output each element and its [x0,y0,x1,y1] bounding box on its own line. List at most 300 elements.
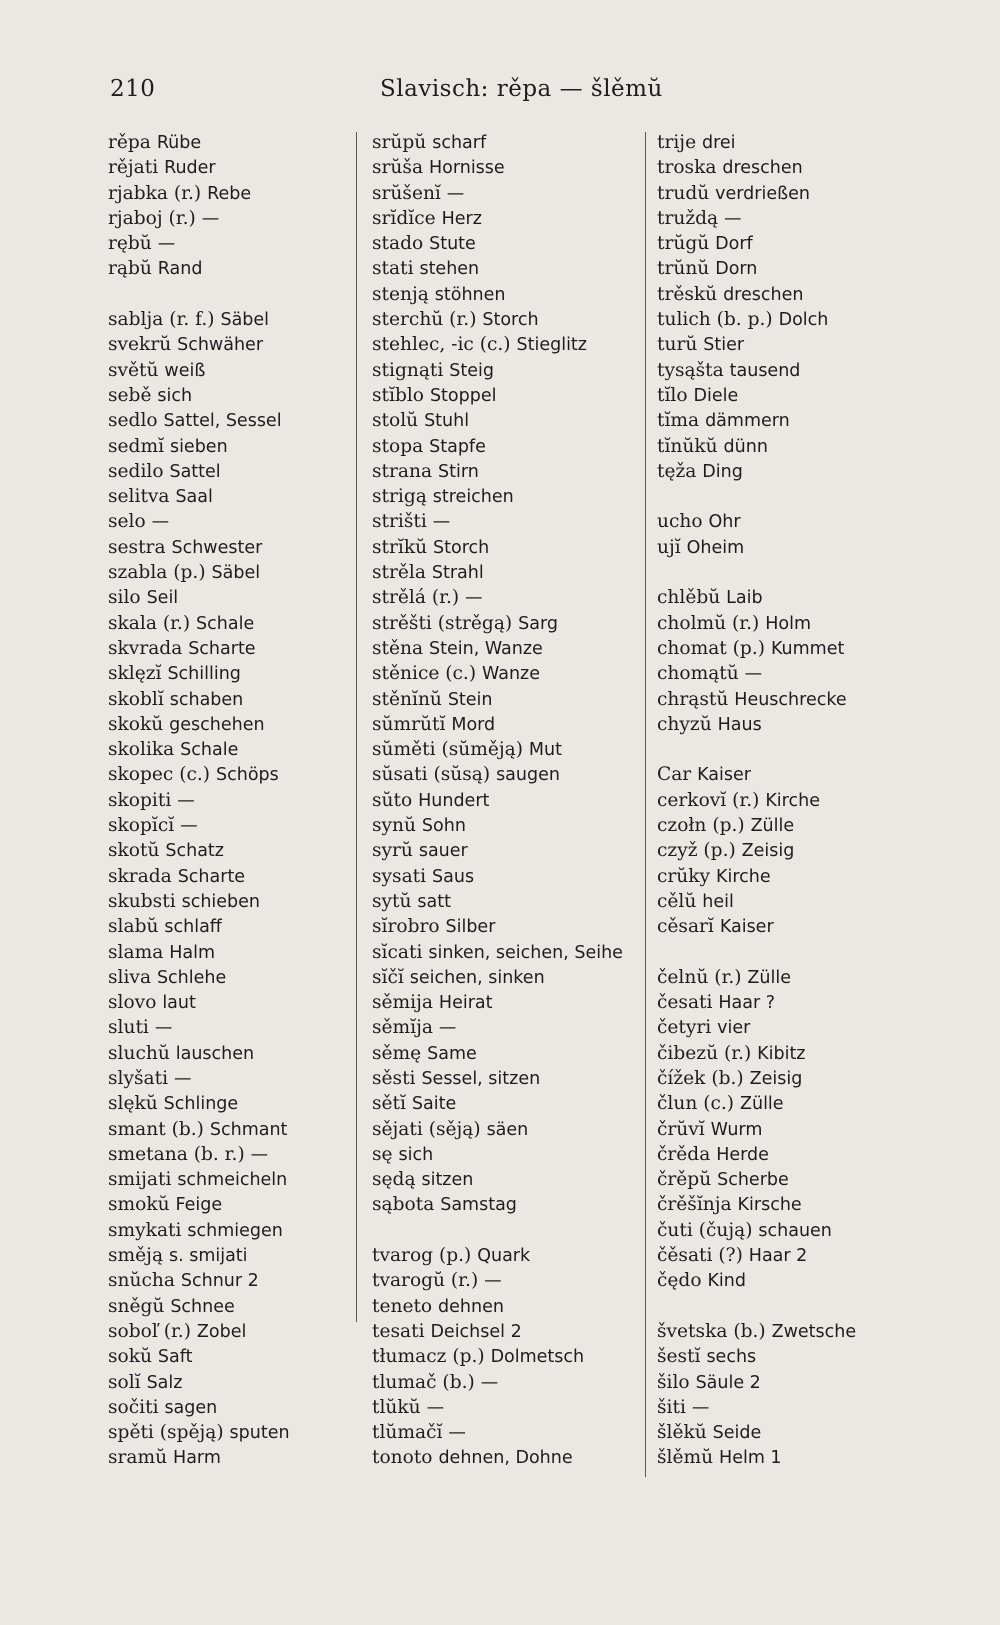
dictionary-entry [657,332,897,357]
german-gloss: — [173,1068,192,1089]
dictionary-entry [108,1142,348,1167]
dictionary-entry [657,1268,897,1293]
german-gloss: Halm [169,942,216,963]
german-gloss: sputen [229,1423,290,1444]
german-gloss: Stier [703,335,745,356]
german-gloss: Säule 2 [695,1372,761,1393]
headword: rjaboj (r.) [108,207,196,229]
dictionary-entry [108,1192,348,1217]
dictionary-entry [108,206,348,231]
dictionary-entry [657,1041,897,1066]
headword: sĭčĭ [372,966,404,988]
headword: sebě [108,384,152,406]
dictionary-entry [372,1370,642,1395]
german-gloss: Mord [451,714,496,735]
german-gloss: Deichsel 2 [430,1321,522,1342]
dictionary-entry [108,762,348,787]
dictionary-entry [372,535,642,560]
headword: čěsati (?) [657,1245,743,1267]
entry-spacer [657,737,897,762]
headword: chomat (p.) [657,637,766,659]
headword: tulich (b. p.) [657,309,773,331]
german-gloss: — [177,790,195,811]
dictionary-entry [657,1243,897,1268]
german-gloss: Storch [433,537,490,558]
dictionary-entry [372,560,642,585]
headword: sŭsati (sŭsą) [372,764,491,786]
headword: tysąšta [657,359,724,381]
dictionary-entry [657,1167,897,1192]
dictionary-entry [657,889,897,914]
headword: trŭgŭ [657,233,710,255]
german-gloss: — [448,1423,466,1444]
dictionary-entry [372,1117,642,1142]
headword: sěmija [372,992,433,1014]
dictionary-entry [372,358,642,383]
headword: sysati [372,865,427,887]
dictionary-entry [657,459,897,484]
german-gloss: Dolch [778,310,829,331]
german-gloss: — [157,234,176,255]
dictionary-entry [108,1117,348,1142]
headword: srĭdĭce [372,207,436,229]
german-gloss: dünn [723,436,768,457]
headword: turŭ [657,334,698,356]
dictionary-entry [372,1041,642,1066]
dictionary-entry [372,1243,642,1268]
dictionary-entry [657,155,897,180]
dictionary-entry [108,1243,348,1268]
german-gloss: weiß [164,360,206,381]
dictionary-entry [372,509,642,534]
dictionary-entry [657,408,897,433]
dictionary-entry [657,1445,897,1470]
headword: stehlec, -ic (c.) [372,334,511,356]
dictionary-entry [108,1015,348,1040]
german-gloss: geschehen [169,714,265,735]
headword: stati [372,258,414,280]
german-gloss: Stirn [437,461,479,482]
german-gloss: Zwetsche [771,1321,857,1342]
german-gloss: — [465,588,483,609]
dictionary-entry [372,813,642,838]
headword: tĭma [657,410,700,432]
dictionary-entry [657,661,897,686]
dictionary-entry [372,1344,642,1369]
headword: skopiti [108,789,172,811]
german-gloss: Scherbe [717,1170,789,1191]
german-gloss: Schöps [216,765,279,786]
headword: sĭrobro [372,916,440,938]
german-gloss: sich [398,1144,434,1165]
headword: chomątŭ [657,663,739,685]
german-gloss: Samstag [440,1195,517,1216]
dictionary-entry [372,256,642,281]
german-gloss: Dolmetsch [490,1347,585,1368]
headword: sŭměti (sŭměją) [372,739,523,761]
german-gloss: saugen [496,765,560,786]
dictionary-entry [657,990,897,1015]
entry-spacer [657,560,897,585]
german-gloss: Feige [175,1195,223,1216]
headword: stěnice (c.) [372,663,477,685]
dictionary-entry [657,1420,897,1445]
german-gloss: Zülle [739,1094,784,1115]
dictionary-entry [108,1344,348,1369]
headword: tĭlo [657,384,688,406]
dictionary-entry [108,383,348,408]
dictionary-entry [372,1268,642,1293]
column-divider-1 [356,132,357,1322]
headword: skubsti [108,890,176,912]
german-gloss: Rebe [207,183,252,204]
headword: smokŭ [108,1194,170,1216]
headword: sokŭ [108,1346,152,1368]
dictionary-entry [108,661,348,686]
headword: rjabka (r.) [108,182,202,204]
headword: ucho [657,511,703,533]
headword: stopa [372,435,424,457]
german-gloss: Schwester [171,537,263,558]
german-gloss: schmiegen [187,1220,283,1241]
headword: slovo [108,992,157,1014]
german-gloss: dreschen [722,158,803,179]
headword: tęža [657,460,697,482]
german-gloss: Dorn [715,259,758,280]
headword: trěskŭ [657,283,718,305]
dictionary-entry [108,813,348,838]
headword: sę [372,1143,393,1165]
headword: ujĭ [657,536,681,558]
headword: sklęzĭ [108,663,162,685]
dictionary-entry [108,1445,348,1470]
german-gloss: — [151,512,170,533]
german-gloss: Schnee [170,1296,235,1317]
headword: sedlo [108,410,158,432]
headword: sětĭ [372,1093,406,1115]
german-gloss: Same [427,1043,477,1064]
headword: slabŭ [108,916,159,938]
german-gloss: Mut [528,740,562,761]
german-gloss: streichen [432,487,514,508]
dictionary-entry [657,1015,897,1040]
headword: svekrŭ [108,334,172,356]
german-gloss: Stuhl [424,411,470,432]
german-gloss: Heuschrecke [734,689,847,710]
headword: smykati [108,1219,182,1241]
dictionary-entry [657,687,897,712]
german-gloss: Ruder [164,158,216,179]
dictionary-entry [657,282,897,307]
german-gloss: Seil [146,588,179,609]
headword: rějati [108,157,159,179]
dictionary-entry [108,509,348,534]
headword: sluti [108,1017,149,1039]
headword: sramŭ [108,1447,168,1469]
dictionary-entry [108,965,348,990]
dictionary-entry [657,1344,897,1369]
german-gloss: — [724,208,742,229]
german-gloss: Kirche [715,866,771,887]
dictionary-entry [657,535,897,560]
german-gloss: Sattel [169,461,221,482]
german-gloss: heil [702,891,734,912]
dictionary-column-1 [108,130,348,1471]
german-gloss: — [480,1372,499,1393]
headword: tĭnŭkŭ [657,435,718,457]
german-gloss: Harm [173,1448,221,1469]
german-gloss: schaben [169,689,244,710]
german-gloss: Säbel [220,310,270,331]
dictionary-entry [108,990,348,1015]
german-gloss: Hornisse [428,158,505,179]
dictionary-entry [657,1142,897,1167]
dictionary-entry [657,1192,897,1217]
headword: strěšti (strěgą) [372,612,513,634]
german-gloss: Zülle [747,967,791,988]
german-gloss: Wanze [482,664,540,685]
german-gloss: Sattel, Sessel [163,411,282,432]
dictionary-entry [372,459,642,484]
dictionary-entry [108,737,348,762]
german-gloss: scharf [432,133,487,153]
german-gloss: stehen [419,259,480,280]
dictionary-entry [657,1218,897,1243]
dictionary-entry [372,864,642,889]
german-gloss: Ding [702,461,743,482]
german-gloss: laut [162,993,196,1014]
german-gloss: Dorf [715,234,753,255]
german-gloss: Schilling [167,664,241,685]
dictionary-entry [657,712,897,737]
dictionary-entry [372,762,642,787]
german-gloss: Schnur 2 [180,1271,259,1292]
headword: selitva [108,486,170,508]
german-gloss: seichen, sinken [409,967,545,988]
dictionary-entry [372,1395,642,1420]
headword: črěda [657,1143,711,1165]
german-gloss: — [426,1397,445,1418]
column-divider-2 [645,132,646,1477]
headword: skopec (c.) [108,764,211,786]
german-gloss: Scharte [177,866,246,887]
german-gloss: Sarg [518,613,558,634]
dictionary-entry [657,181,897,206]
headword: trŭnŭ [657,258,710,280]
headword: cholmŭ (r.) [657,612,760,634]
dictionary-entry [657,1066,897,1091]
german-gloss: — [744,664,763,685]
headword: stado [372,233,424,255]
headword: směją [108,1245,164,1267]
dictionary-entry [108,687,348,712]
german-gloss: sauer [418,841,468,862]
dictionary-entry [372,307,642,332]
german-gloss: Schlehe [156,967,227,988]
headword: sestra [108,536,166,558]
dictionary-entry [657,1319,897,1344]
german-gloss: Helm 1 [719,1448,782,1469]
dictionary-entry [108,1268,348,1293]
dictionary-entry [372,737,642,762]
dictionary-entry [108,788,348,813]
headword: sterchŭ (r.) [372,309,477,331]
dictionary-entry [372,1167,642,1192]
dictionary-entry [108,256,348,281]
german-gloss: Schlinge [163,1094,239,1115]
dictionary-entry [372,1319,642,1344]
german-gloss: s. smijati [168,1246,248,1267]
headword: stěnĭnŭ [372,688,442,710]
german-gloss: Quark [477,1246,531,1267]
dictionary-entry [108,838,348,863]
dictionary-entry [108,585,348,610]
headword: soboľ (r.) [108,1320,191,1342]
german-gloss: Saal [175,487,213,508]
headword: čížek (b.) [657,1067,744,1089]
dictionary-entry [372,990,642,1015]
dictionary-entry [657,1117,897,1142]
dictionary-entry [657,358,897,383]
german-gloss: sich [157,385,193,406]
headword: skokŭ [108,713,164,735]
headword: stolŭ [372,410,419,432]
headword: spěti (spěją) [108,1422,224,1444]
dictionary-entry [108,712,348,737]
german-gloss: Zülle [750,816,795,837]
headword: sluchŭ [108,1042,170,1064]
german-gloss: dehnen [438,1296,504,1317]
dictionary-entry [108,1319,348,1344]
german-gloss: Sohn [421,816,466,837]
german-gloss: Stute [429,234,476,255]
german-gloss: Haar 2 [748,1246,808,1267]
headword: smant (b.) [108,1118,204,1140]
dictionary-entry [657,1370,897,1395]
dictionary-entry [657,585,897,610]
german-gloss: — [484,1271,502,1292]
dictionary-entry [372,1294,642,1319]
headword: strělá (r.) [372,587,460,609]
headword: čędo [657,1270,702,1292]
german-gloss: drei [702,133,736,153]
headword: šestĭ [657,1346,701,1368]
dictionary-entry [372,914,642,939]
dictionary-entry [372,282,642,307]
dictionary-entry [108,332,348,357]
german-gloss: Storch [482,310,539,331]
german-gloss: schieben [181,891,261,912]
headword: stěna [372,637,424,659]
dictionary-entry [657,256,897,281]
headword: sěmĭja [372,1017,433,1039]
dictionary-entry [657,914,897,939]
dictionary-entry [372,206,642,231]
headword: tvarogŭ (r.) [372,1270,479,1292]
dictionary-entry [372,130,642,155]
dictionary-entry [108,1294,348,1319]
german-gloss: Zeisig [741,841,795,862]
headword: solĭ [108,1371,141,1393]
headword: črŭvĭ [657,1118,705,1140]
german-gloss: Kirche [765,790,820,811]
dictionary-entry [108,1420,348,1445]
german-gloss: säen [486,1119,529,1140]
headword: skvrada [108,637,183,659]
dictionary-entry [108,940,348,965]
headword: člun (c.) [657,1093,735,1115]
dictionary-entry [657,231,897,256]
german-gloss: Herde [716,1144,769,1165]
german-gloss: Kummet [770,638,845,659]
dictionary-entry [108,307,348,332]
headword: tlŭkŭ [372,1396,421,1418]
dictionary-entry [372,611,642,636]
german-gloss: Schwäher [177,335,264,356]
headword: stenją [372,283,429,305]
german-gloss: Stapfe [429,436,486,457]
german-gloss: — [691,1397,710,1418]
dictionary-entry [372,687,642,712]
headword: tłumacz (p.) [372,1346,485,1368]
german-gloss: Saus [432,866,475,887]
headword: stĭblo [372,384,425,406]
dictionary-entry [372,332,642,357]
dictionary-entry [372,838,642,863]
dictionary-entry [372,965,642,990]
german-gloss: Stein [447,689,493,710]
headword: Car [657,764,692,786]
dictionary-entry [372,1142,642,1167]
headword: skopĭcĭ [108,815,175,837]
headword: synŭ [372,815,416,837]
dictionary-entry [657,307,897,332]
dictionary-entry [372,1015,642,1040]
german-gloss: sitzen [421,1170,474,1191]
dictionary-entry [372,661,642,686]
dictionary-entry [108,231,348,256]
german-gloss: Laib [726,588,763,609]
headword: tonoto [372,1447,433,1469]
headword: čibezŭ (r.) [657,1042,752,1064]
headword: sŭto [372,789,413,811]
headword: sočiti [108,1396,159,1418]
dictionary-entry [372,484,642,509]
entry-spacer [372,1218,642,1243]
headword: šiti [657,1396,686,1418]
german-gloss: Hundert [418,790,490,811]
german-gloss: Säbel [211,563,261,584]
dictionary-entry [108,181,348,206]
headword: slyšati [108,1067,169,1089]
dictionary-entry [372,434,642,459]
dictionary-entry [657,636,897,661]
dictionary-entry [657,762,897,787]
headword: cělŭ [657,890,697,912]
headword: czołn (p.) [657,815,745,837]
dictionary-entry [372,383,642,408]
headword: strigą [372,486,427,508]
headword: syrŭ [372,840,413,862]
headword: tvarog (p.) [372,1245,472,1267]
headword: črěpŭ [657,1169,712,1191]
dictionary-entry [372,788,642,813]
headword: světŭ [108,359,159,381]
german-gloss: — [201,208,220,229]
dictionary-entry [108,434,348,459]
headword: slama [108,941,164,963]
dictionary-entry [372,636,642,661]
